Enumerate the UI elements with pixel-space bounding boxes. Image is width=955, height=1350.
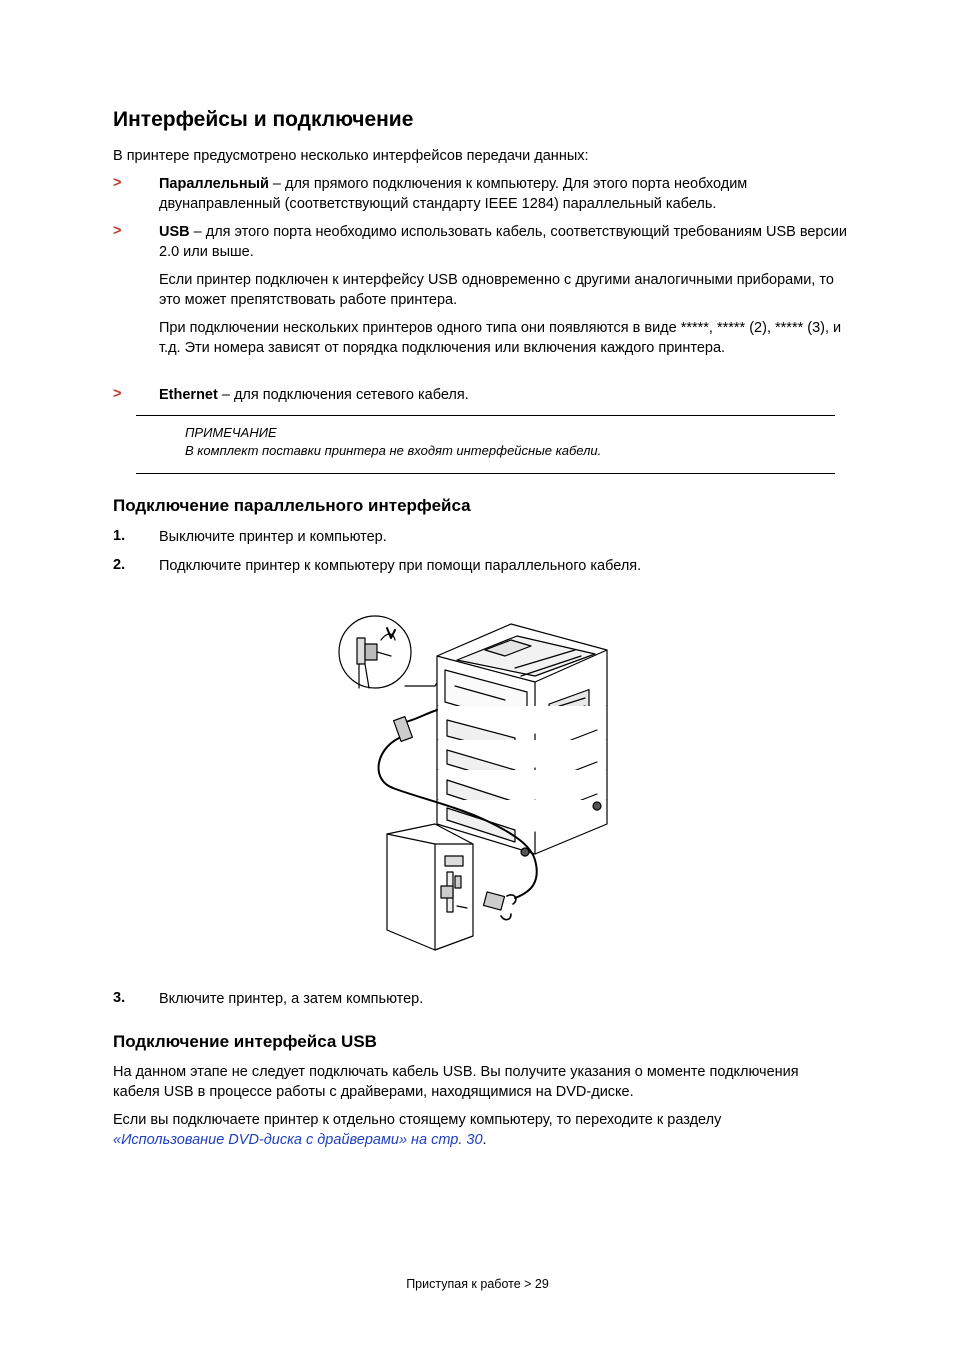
step-text: Включите принтер, а затем компьютер. [159,991,424,1007]
connector-detail-inset [339,616,443,688]
usb-note-paragraph: Если принтер подключен к интерфейсу USB одновременно с другими аналогичными приборами, то это может препятствовать работе принтера. [159,272,834,308]
usb-reference-prefix: Если вы подключаете принтер к отдельно стоящему компьютеру, то переходите к разделу [113,1112,722,1128]
section-heading-parallel: Подключение параллельного интерфейса [113,496,471,515]
bullet-text: – для подключения сетевого кабеля. [217,387,469,403]
usb-reference-paragraph [113,1111,813,1150]
usb-paragraph: На данном этапе не следует подключать кабель USB. Вы получите указания о моменте подключения кабеля USB в процессе работы с драйверами, находящимися на DVD-диске. [113,1064,799,1100]
bullet-ethernet [159,386,849,406]
note-top-rule [136,415,835,416]
step-text: Выключите принтер и компьютер. [159,529,387,545]
step-number: 3. [113,990,126,1006]
note-heading: ПРИМЕЧАНИЕ [185,425,277,440]
printer-connection-illustration [335,610,625,955]
bullet-parallel [159,175,849,214]
page-title: Интерфейсы и подключение [113,108,414,131]
bullet-text: – для прямого подключения к компьютеру. Для этого порта необходим двунаправленный (соответствующий стандарту IEEE 1284) параллельный кабель. [159,176,748,212]
note-text: В комплект поставки принтера не входят интерфейсные кабели. [185,443,602,458]
bullet-marker: > [113,223,122,239]
bullet-term: Ethernet [159,387,218,403]
printer-illustration [437,624,607,856]
bullet-usb [159,223,849,262]
step-number: 2. [113,557,126,573]
bullet-marker: > [113,175,122,191]
step-text: Подключите принтер к компьютеру при помощи параллельного кабеля. [159,558,642,574]
dvd-section-link[interactable]: «Использование DVD-диска с драйверами» на стр. 30 [113,1131,483,1148]
computer-illustration [387,824,516,950]
bullet-term: Параллельный [159,176,269,192]
intro-text: В принтере предусмотрено несколько интерфейсов передачи данных: [113,148,589,164]
step-number: 1. [113,528,126,544]
bullet-term: USB [159,224,190,240]
usb-naming-paragraph: При подключении нескольких принтеров одного типа они появляются в виде *****, ***** (2), ***** (3), и т.д. Эти номера зависят от порядка подключения или включения каждого принтера. [159,320,842,356]
usb-reference-suffix: . [482,1131,487,1148]
section-heading-usb: Подключение интерфейса USB [113,1032,377,1051]
bullet-marker: > [113,386,122,402]
bullet-text: – для этого порта необходимо использовать кабель, соответствующий требованиям USB версии 2.0 или выше. [159,224,847,260]
page-footer: Приступая к работе > 29 [406,1277,549,1291]
note-bottom-rule [136,473,835,474]
